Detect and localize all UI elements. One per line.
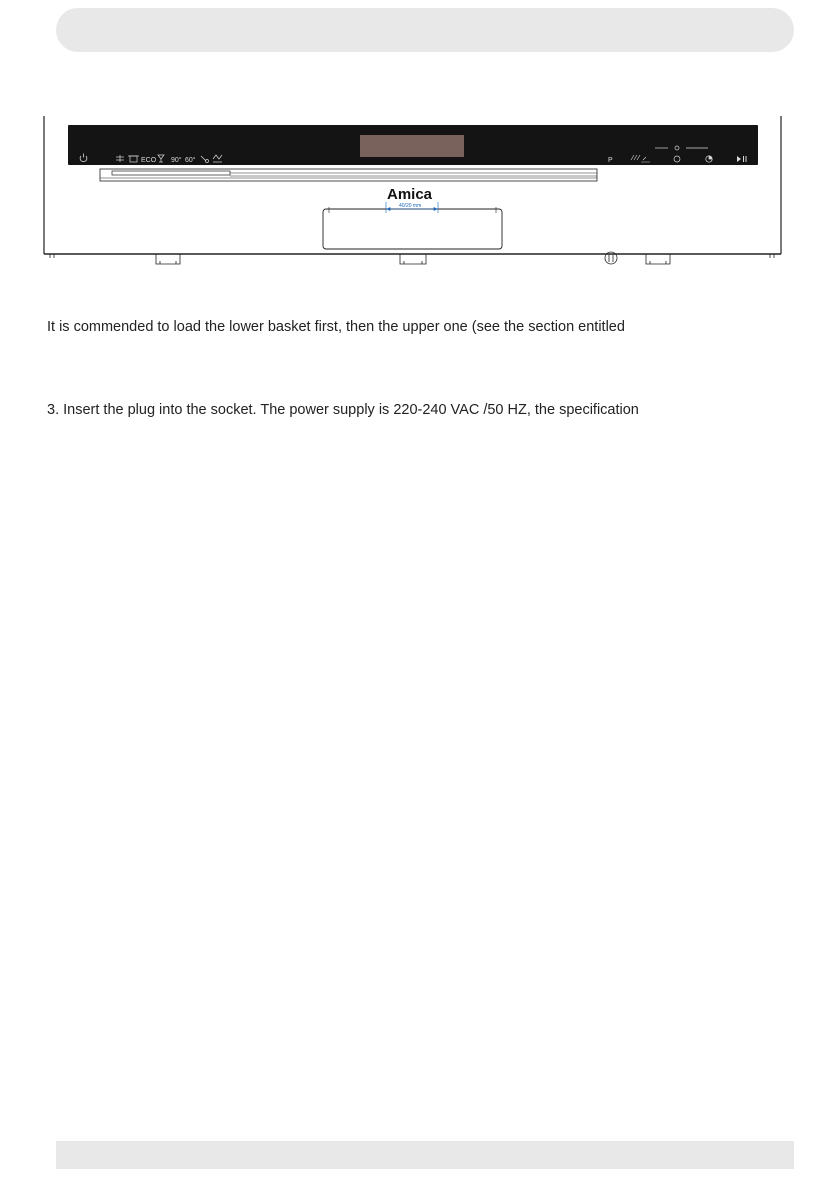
paragraph-loading: It is commended to load the lower basket first, then the upper one (see the section entitled <box>47 319 625 335</box>
lower-panel <box>323 209 502 249</box>
footer-bar <box>56 1141 794 1169</box>
control-panel-figure <box>40 114 790 274</box>
temp-90-label: 90° <box>171 157 182 164</box>
temp-60-label: 60° <box>185 157 196 164</box>
program-label: P <box>608 157 613 164</box>
paragraph-power-supply: 3. Insert the plug into the socket. The power supply is 220-240 VAC /50 HZ, the specification <box>47 402 639 418</box>
brand-logo-text: Amica <box>387 186 433 203</box>
display-window <box>360 135 464 157</box>
eco-label: ECO <box>141 157 157 164</box>
header-bar <box>56 8 794 52</box>
dimension-label: 40/20 mm <box>399 203 422 209</box>
